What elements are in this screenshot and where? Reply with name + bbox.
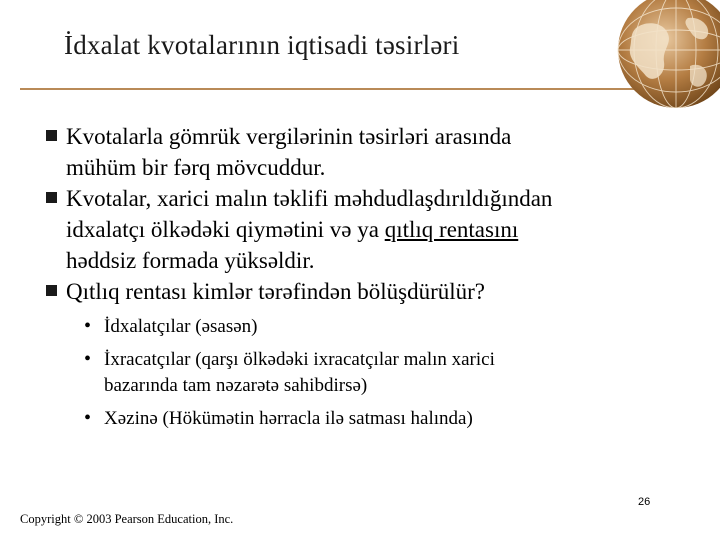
title-divider: [20, 88, 638, 90]
bullet-1: [40, 121, 680, 183]
square-bullet-icon: [46, 285, 57, 296]
scarcity-rent-term: qıtlıq rentasını: [384, 217, 519, 242]
sub-bullet-3: [40, 406, 680, 432]
page-number: 26: [638, 496, 651, 508]
sub-bullet-3-line-1: Xəzinə (Hökümətin hərracla ilə satması halında): [104, 408, 473, 429]
square-bullet-icon: [46, 192, 57, 203]
sub-bullet-1: [40, 314, 680, 340]
dot-bullet-icon: •: [84, 315, 92, 337]
bullet-3-line-1: Qıtlıq rentası kimlər tərəfindən bölüşdürülür?: [66, 279, 485, 304]
bullet-3: [40, 276, 680, 307]
bullet-1-line-1: Kvotalarla gömrük vergilərinin təsirləri arasında: [66, 124, 512, 149]
globe-icon: [606, 0, 720, 108]
sub-bullet-2-line-2: bazarında tam nəzarətə sahibdirsə): [104, 375, 368, 396]
bullet-1-line-2: mühüm bir fərq mövcuddur.: [66, 155, 326, 180]
slide-title: İdxalat kvotalarının iqtisadi təsirləri: [64, 30, 460, 60]
square-bullet-icon: [46, 130, 57, 141]
dot-bullet-icon: •: [84, 348, 92, 370]
slide-body: [40, 121, 680, 432]
sub-bullet-1-line-1: İdxalatçılar (əsasən): [104, 316, 258, 337]
bullet-2: [40, 183, 680, 276]
bullet-2-line-3: həddsiz formada yüksəldir.: [66, 248, 315, 273]
bullet-2-line-1: Kvotalar, xarici malın təklifi məhdudlaşdırıldığından: [66, 186, 553, 211]
bullet-2-line-2: idxalatçı ölkədəki qiymətini və ya: [66, 217, 385, 242]
dot-bullet-icon: •: [84, 407, 92, 429]
copyright-notice: Copyright © 2003 Pearson Education, Inc.: [20, 512, 234, 526]
sub-bullet-2: [40, 347, 680, 399]
sub-bullet-2-line-1: İxracatçılar (qarşı ölkədəki ixracatçılar malın xarici: [104, 349, 495, 370]
